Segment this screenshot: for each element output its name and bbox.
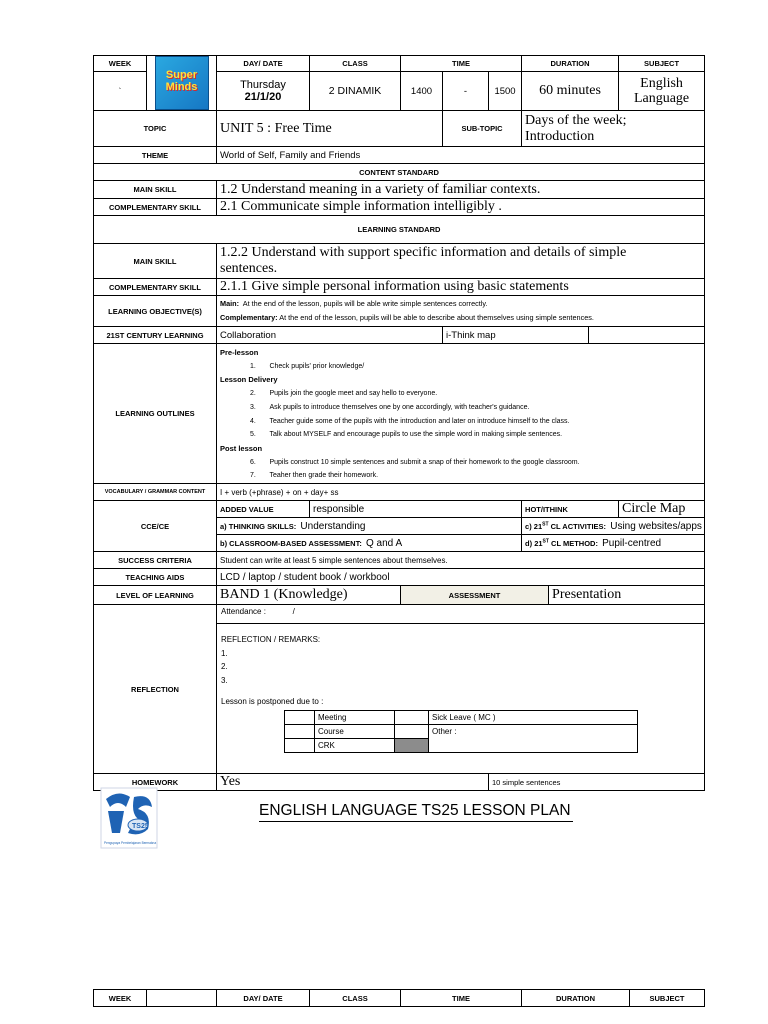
hot-value: Circle Map	[619, 501, 705, 518]
next-logo-cell	[147, 990, 217, 1007]
cs-main-skill-label: MAIN SKILL	[94, 181, 217, 199]
vocab-value: I + verb (+phrase) + on + day+ ss	[217, 484, 705, 501]
duration-label: DURATION	[522, 56, 619, 72]
class-label: CLASS	[310, 56, 401, 72]
assessment-label: ASSESSMENT	[401, 586, 549, 605]
duration-value: 60 minutes	[522, 72, 619, 111]
outlines-content	[217, 344, 705, 484]
class-value: 2 DINAMIK	[310, 72, 401, 111]
reflection-content	[217, 605, 705, 774]
outline-item: 3. Ask pupils to introduce themselves one by one accordingly, with teacher's guidance.	[250, 403, 530, 411]
pre-lesson-heading: Pre-lesson	[220, 348, 259, 357]
next-duration-label: DURATION	[522, 990, 630, 1007]
cba-label: b) CLASSROOM-BASED ASSESSMENT:	[220, 538, 362, 548]
sick-leave-label: Sick Leave ( MC )	[429, 710, 638, 724]
subject-line-1: English	[640, 76, 683, 92]
cce-label: CCE/CE	[94, 501, 217, 552]
outline-item: 7. Teaher then grade their homework.	[250, 472, 379, 480]
ls-main-line-1: 1.2.2 Understand with support specific information and details of simple	[220, 245, 627, 260]
course-label: Course	[315, 724, 395, 738]
postponed-options	[284, 710, 638, 753]
learning-standard-heading: LEARNING STANDARD	[94, 216, 705, 244]
super-minds-logo	[155, 56, 209, 110]
subject-value	[619, 72, 705, 111]
date-value: 21/1/20	[244, 91, 282, 104]
thinking-skills	[217, 518, 522, 535]
subject-label: SUBJECT	[619, 56, 705, 72]
week-value: `	[94, 72, 147, 111]
cl-activities-suffix: CL ACTIVITIES:	[548, 521, 607, 531]
century-label: 21ST CENTURY LEARNING	[94, 327, 217, 344]
thinking-skills-value: Understanding	[300, 520, 366, 532]
hot-label: HOT/ITHINK	[522, 501, 619, 518]
objectives-label: LEARNING OBJECTIVE(S)	[94, 296, 217, 327]
subject-line-2: Language	[633, 91, 690, 107]
cs-complementary-label: COMPLEMENTARY SKILL	[94, 199, 217, 216]
post-lesson-heading: Post lesson	[220, 443, 263, 453]
next-page-header-table	[93, 989, 705, 1007]
ts25-logo	[100, 787, 158, 849]
day-value: Thursday	[240, 79, 286, 92]
cl-method-sup: ST	[542, 538, 549, 545]
ls-main-line-2: sentences.	[220, 261, 278, 276]
success-label: SUCCESS CRITERIA	[94, 552, 217, 569]
outline-item: 2. Pupils join the google meet and say hello to everyone.	[250, 390, 438, 398]
cl-method	[522, 535, 705, 552]
success-value: Student can write at least 5 simple sentences about themselves.	[217, 552, 705, 569]
level-value: BAND 1 (Knowledge)	[217, 586, 401, 605]
objective-main-prefix: Main:	[220, 299, 240, 308]
attendance-line: Attendance : /	[217, 605, 704, 624]
other-checkbox[interactable]	[395, 724, 429, 738]
crk-label: CRK	[315, 738, 395, 752]
week-label: WEEK	[94, 56, 147, 72]
objective-main-text: At the end of the lesson, pupils will be able write simple sentences correctly.	[242, 299, 488, 308]
remark-item: 2.	[221, 662, 228, 672]
added-value-label: ADDED VALUE	[217, 501, 310, 518]
reflection-label: REFLECTION	[94, 605, 217, 774]
objective-comp-text: At the end of the lesson, pupils will be able to describe about themselves using simple sentences.	[279, 313, 594, 322]
cl-activities	[522, 518, 705, 535]
added-value: responsible	[310, 501, 522, 518]
lesson-plan-table	[93, 55, 705, 791]
outline-item: 1. Check pupils' prior knowledge/	[250, 362, 365, 370]
objective-main	[220, 297, 701, 311]
ls-complementary-label: COMPLEMENTARY SKILL	[94, 279, 217, 296]
ls-complementary-value: 2.1.1 Give simple personal information using basic statements	[217, 279, 705, 296]
century-blank	[589, 327, 705, 344]
outlines-label: LEARNING OUTLINES	[94, 344, 217, 484]
outline-item: 6. Pupils construct 10 simple sentences and submit a snap of their homework to the google classroom.	[250, 458, 580, 466]
homework-detail: 10 simple sentences	[489, 774, 705, 791]
logo-cell	[147, 56, 217, 111]
other-label: Other :	[429, 724, 638, 752]
topic-value: UNIT 5 : Free Time	[217, 111, 443, 147]
ts25-logo-graphic	[100, 787, 158, 849]
next-daydate-label: DAY/ DATE	[217, 990, 310, 1007]
remark-item: 1.	[221, 648, 228, 658]
century-collaboration: Collaboration	[217, 327, 443, 344]
super-minds-logo-text: Super Minds	[165, 69, 198, 93]
theme-value: World of Self, Family and Friends	[217, 147, 705, 164]
level-label: LEVEL OF LEARNING	[94, 586, 217, 605]
postponed-text: Lesson is postponed due to :	[221, 697, 324, 707]
objective-complementary	[220, 311, 701, 325]
century-ithink: i-Think map	[443, 327, 589, 344]
next-week-label: WEEK	[94, 990, 147, 1007]
outline-item: 5. Talk about MYSELF and encourage pupils to use the simple word in making simple sentences.	[250, 431, 563, 439]
course-checkbox[interactable]	[285, 724, 315, 738]
crk-shaded-cell	[395, 738, 429, 752]
time-start: 1400	[401, 72, 443, 111]
remarks-heading: REFLECTION / REMARKS:	[221, 635, 321, 645]
next-time-label: TIME	[401, 990, 522, 1007]
cl-method-prefix: d) 21	[525, 538, 543, 548]
next-subject-label: SUBJECT	[630, 990, 705, 1007]
sick-leave-checkbox[interactable]	[395, 710, 429, 724]
aids-value: LCD / laptop / student book / workbool	[217, 569, 705, 586]
daydate-value	[217, 72, 310, 111]
ts25-logo-text: TS25	[132, 823, 149, 830]
vocab-label: VOCABULARY / GRAMMAR CONTENT	[94, 484, 217, 501]
document-title: ENGLISH LANGUAGE TS25 LESSON PLAN	[259, 802, 573, 822]
remark-item: 3.	[221, 675, 228, 685]
homework-value: Yes	[217, 774, 489, 791]
aids-label: TEACHING AIDS	[94, 569, 217, 586]
ls-main-skill-label: MAIN SKILL	[94, 244, 217, 279]
thinking-skills-label: a) THINKING SKILLS:	[220, 521, 297, 531]
cl-activities-prefix: c) 21	[525, 521, 543, 531]
meeting-label: Meeting	[315, 710, 395, 724]
cs-main-skill-value: 1.2 Understand meaning in a variety of familiar contexts.	[217, 181, 705, 199]
crk-checkbox[interactable]	[285, 738, 315, 752]
next-class-label: CLASS	[310, 990, 401, 1007]
cl-method-value: Pupil-centred	[602, 537, 662, 549]
assessment-value: Presentation	[549, 586, 705, 605]
cl-method-suffix: CL METHOD:	[548, 538, 598, 548]
ls-main-skill-value	[217, 244, 705, 279]
topic-label: TOPIC	[94, 111, 217, 147]
subtopic-line-1: Days of the week;	[525, 112, 627, 128]
cba-value: Q and A	[365, 537, 403, 549]
time-end: 1500	[489, 72, 522, 111]
subtopic-value	[522, 111, 705, 147]
objective-comp-prefix: Complementary:	[220, 313, 278, 322]
subtopic-line-2: Introduction	[525, 128, 595, 144]
classroom-assessment	[217, 535, 522, 552]
ts25-logo-caption: Pengupaya Pembelajaran Bermakna	[104, 841, 157, 845]
cs-complementary-value: 2.1 Communicate simple information intelligibly .	[217, 199, 705, 216]
cl-activities-sup: ST	[542, 521, 549, 528]
time-label: TIME	[401, 56, 522, 72]
outline-item: 4. Teacher guide some of the pupils with the introduction and later on introduce himself to the class.	[250, 417, 570, 425]
time-separator: -	[443, 72, 489, 111]
cl-activities-value: Using websites/apps	[610, 520, 702, 532]
homework-label: HOMEWORK	[94, 774, 217, 791]
objectives-value	[217, 296, 705, 327]
theme-label: THEME	[94, 147, 217, 164]
subtopic-label: SUB-TOPIC	[443, 111, 522, 147]
content-standard-heading: CONTENT STANDARD	[94, 164, 705, 181]
daydate-label: DAY/ DATE	[217, 56, 310, 72]
lesson-delivery-heading: Lesson Delivery	[220, 375, 278, 385]
meeting-checkbox[interactable]	[285, 710, 315, 724]
